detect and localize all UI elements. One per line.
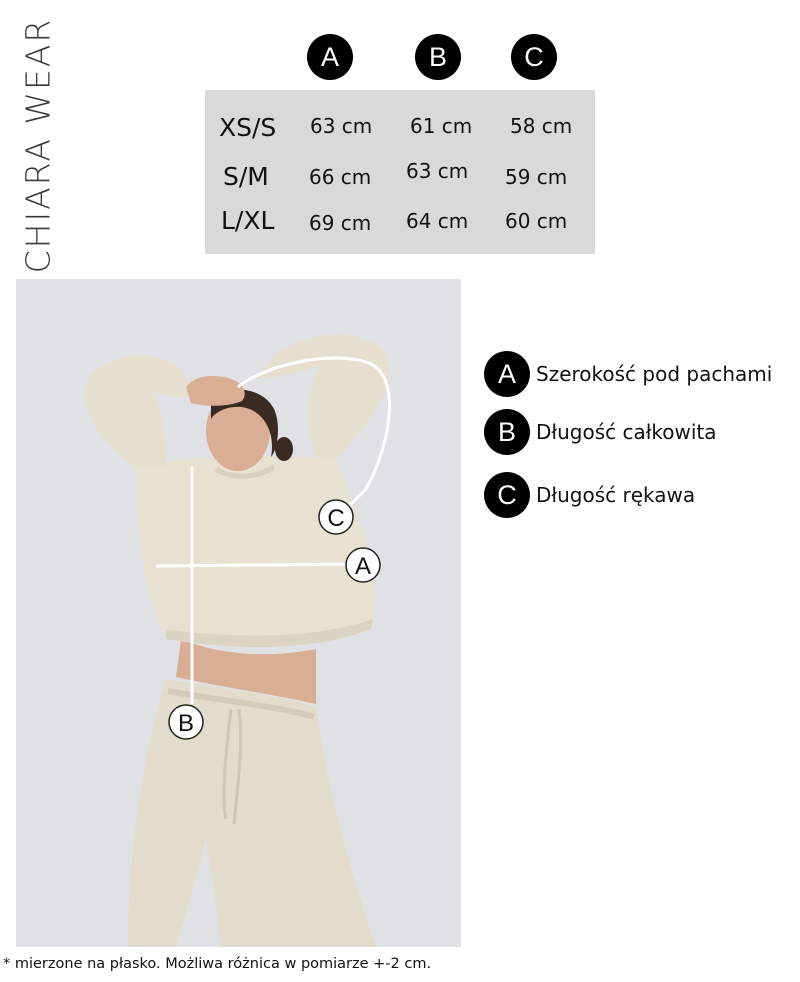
product-photo: [16, 279, 461, 947]
brand-name: CHIARA WEAR: [18, 17, 58, 273]
legend-label-c: Długość rękawa: [536, 483, 696, 507]
column-header-b: B: [415, 34, 461, 80]
measure-c: 58 cm: [510, 114, 573, 138]
size-label: L/XL: [221, 206, 275, 235]
legend-badge-a: A: [484, 351, 530, 397]
pants-illustration: [128, 679, 376, 947]
size-label: S/M: [223, 162, 269, 191]
legend-item-a: [484, 351, 772, 397]
sweater-illustration: [136, 456, 374, 647]
measure-c: 60 cm: [505, 209, 568, 233]
legend-label-b: Długość całkowita: [536, 420, 717, 444]
column-header-c: C: [511, 34, 557, 80]
marker-b-label: B: [177, 710, 195, 737]
marker-c-label: C: [327, 505, 345, 532]
legend-badge-c: C: [484, 472, 530, 518]
legend-badge-b: B: [484, 409, 530, 455]
measure-a: 63 cm: [310, 114, 373, 138]
legend-label-a: Szerokość pod pachami: [536, 362, 773, 386]
measure-b: 61 cm: [410, 114, 473, 138]
measure-c: 59 cm: [505, 165, 568, 189]
measure-line-a: [156, 564, 351, 566]
marker-c: [319, 500, 353, 534]
measure-b: 63 cm: [406, 159, 469, 183]
marker-a-label: A: [354, 553, 372, 580]
measure-a: 66 cm: [309, 165, 372, 189]
legend-item-b: [484, 409, 717, 455]
marker-a: [346, 548, 380, 582]
measure-b: 64 cm: [406, 209, 469, 233]
legend-item-c: [484, 472, 695, 518]
brand-logo: [18, 14, 58, 276]
column-header-a: A: [307, 34, 353, 80]
size-table: [205, 90, 595, 254]
measure-a: 69 cm: [309, 211, 372, 235]
footnote: * mierzone na płasko. Możliwa różnica w pomiarze +-2 cm.: [3, 956, 432, 972]
size-label: XS/S: [219, 113, 277, 142]
marker-b: [169, 705, 203, 739]
